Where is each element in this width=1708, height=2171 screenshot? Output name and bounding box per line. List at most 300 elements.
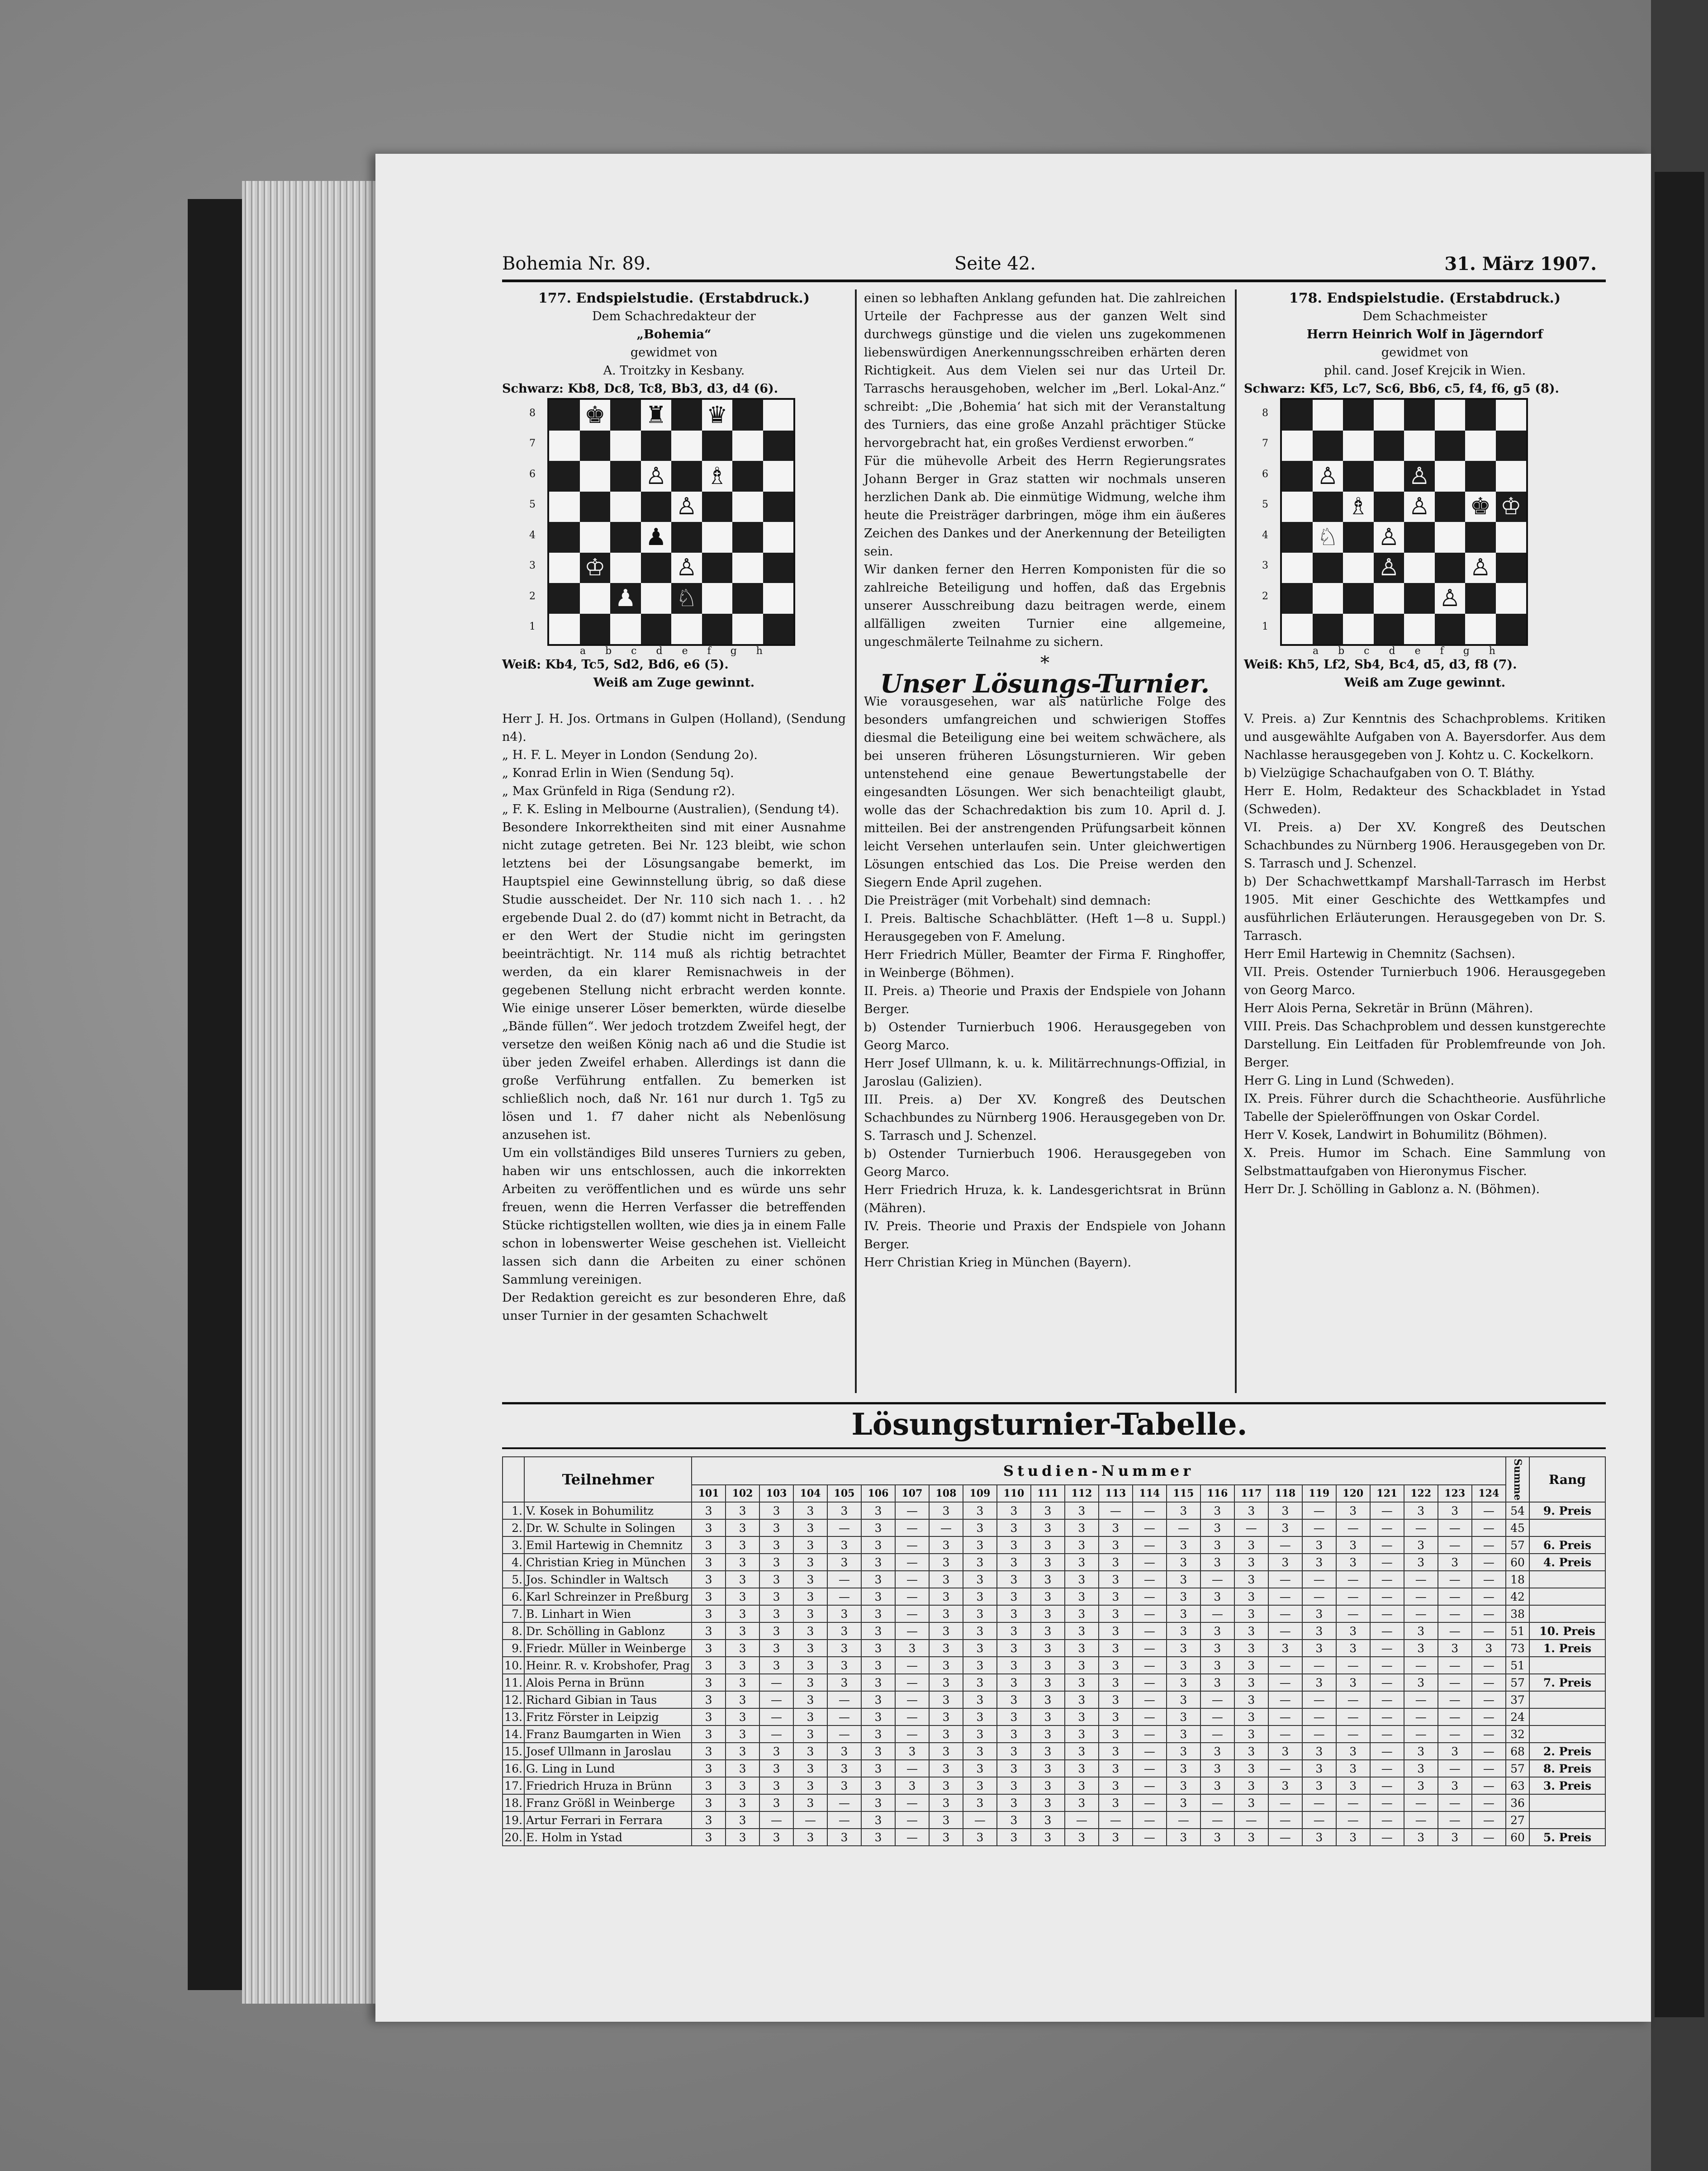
paragraph: Der Redaktion gereicht es zur besonderen Ehre, daß unser Turnier in der gesamten Schachwelt <box>502 1291 846 1323</box>
score-cell: 3 <box>793 1708 827 1725</box>
score-cell: 3 <box>861 1777 895 1794</box>
board-square <box>671 583 702 614</box>
score-cell: — <box>1370 1657 1404 1674</box>
score-cell: 3 <box>1302 1622 1336 1640</box>
score-cell: — <box>1472 1829 1506 1846</box>
board-square <box>671 614 702 645</box>
score-cell: — <box>1370 1725 1404 1743</box>
score-cell: — <box>1133 1571 1167 1588</box>
study-number-header: 121 <box>1370 1485 1404 1502</box>
score-cell: 3 <box>929 1811 963 1829</box>
study-number-header: 105 <box>827 1485 861 1502</box>
score-cell: 3 <box>1065 1760 1099 1777</box>
score-cell: 3 <box>793 1691 827 1708</box>
board-square <box>1496 553 1527 583</box>
score-cell: 3 <box>1234 1725 1268 1743</box>
score-cell: — <box>1472 1588 1506 1605</box>
score-cell: 3 <box>1065 1691 1099 1708</box>
score-cell: 3 <box>929 1743 963 1760</box>
sum-cell: 51 <box>1506 1657 1529 1674</box>
score-cell: — <box>1370 1588 1404 1605</box>
score-cell: 3 <box>1031 1554 1065 1571</box>
paragraph: einen so lebhaften Anklang gefunden hat. Die zahlreichen Urteile der Fachpresse aus der ganzen Welt sind durchwegs günstige und die vielen uns zugekommenen liebenswürdigen Anerkennungsschreiben erhärten deren Richtigkeit. Aus dem Vielen sei nur das Urteil Dr. Tarraschs herausgehoben, welcher im „Berl. Lokal-Anz.“ schreibt: „Die ‚Bohemia‘ hat sich mit der Veranstaltung des Turniers, das eine große Anzahl prächtiger Stücke hervorgebracht hat, ein großes Verdienst erworben.“ <box>864 291 1226 450</box>
rank-cell: 8. Preis <box>1529 1760 1605 1777</box>
score-cell: 3 <box>692 1743 726 1760</box>
study-177-white-position: Weiß: Kb4, Tc5, Sd2, Bd6, e6 (5). <box>502 658 729 672</box>
paragraph: Die Preisträger (mit Vorbehalt) sind demnach: <box>864 894 1151 908</box>
score-cell: 3 <box>726 1519 759 1536</box>
chess-piece-icon: ♙ <box>645 462 667 490</box>
score-cell: 3 <box>1167 1571 1200 1588</box>
score-cell: — <box>1370 1708 1404 1725</box>
participant-name: Franz Größl in Weinberge <box>524 1794 692 1811</box>
board-square <box>1282 461 1313 492</box>
row-index: 14. <box>503 1725 524 1743</box>
score-cell: — <box>827 1708 861 1725</box>
table-row <box>503 1536 1605 1554</box>
score-cell: 3 <box>692 1691 726 1708</box>
sum-cell: 27 <box>1506 1811 1529 1829</box>
score-cell: — <box>1167 1811 1200 1829</box>
score-cell: 3 <box>1404 1536 1438 1554</box>
study-178-file-labels: a b c d e f g h <box>1313 645 1495 657</box>
score-cell: 3 <box>963 1571 997 1588</box>
score-cell: — <box>1370 1760 1404 1777</box>
score-cell: — <box>1438 1725 1472 1743</box>
score-cell: 3 <box>1031 1622 1065 1640</box>
score-cell: — <box>1438 1708 1472 1725</box>
score-cell: — <box>1438 1622 1472 1640</box>
score-cell: 3 <box>1065 1536 1099 1554</box>
board-square <box>702 583 733 614</box>
rank-cell: 5. Preis <box>1529 1829 1605 1846</box>
study-number-header: 122 <box>1404 1485 1438 1502</box>
paragraph: V. Preis. a) Zur Kenntnis des Schachproblems. Kritiken und ausgewählte Aufgaben von A. Bayersdorfer. Aus dem Nachlasse herausgegeben von J. Kohtz u. C. Kockelkorn. <box>1244 712 1606 762</box>
score-cell: 3 <box>1031 1674 1065 1691</box>
chess-piece-icon: ♔ <box>584 554 606 582</box>
score-cell: — <box>895 1622 929 1640</box>
participant-name: Josef Ullmann in Jaroslau <box>524 1743 692 1760</box>
score-cell: 3 <box>861 1743 895 1760</box>
board-square <box>1282 400 1313 431</box>
score-cell: — <box>1404 1811 1438 1829</box>
score-cell: — <box>1404 1657 1438 1674</box>
board-square <box>641 461 672 492</box>
score-cell: 3 <box>1167 1605 1200 1622</box>
score-cell: — <box>1302 1725 1336 1743</box>
board-square <box>1282 583 1313 614</box>
board-square <box>1404 400 1435 431</box>
score-cell: 3 <box>827 1640 861 1657</box>
score-cell: 3 <box>997 1708 1031 1725</box>
board-square <box>1435 461 1466 492</box>
header-date: 31. März 1907. <box>1444 253 1597 275</box>
score-cell: 3 <box>861 1502 895 1519</box>
rank-cell <box>1529 1691 1605 1708</box>
score-cell: — <box>1133 1519 1167 1536</box>
score-cell: 3 <box>692 1829 726 1846</box>
board-square <box>1404 431 1435 461</box>
board-square <box>671 431 702 461</box>
score-cell: 3 <box>1167 1640 1200 1657</box>
study-number-header: 106 <box>861 1485 895 1502</box>
score-cell: 3 <box>861 1794 895 1811</box>
table-row <box>503 1777 1605 1794</box>
score-cell: 3 <box>1234 1674 1268 1691</box>
table-row <box>503 1829 1605 1846</box>
board-square <box>641 431 672 461</box>
score-cell: 3 <box>1167 1622 1200 1640</box>
score-cell: 3 <box>861 1829 895 1846</box>
score-cell: 3 <box>692 1502 726 1519</box>
score-cell: 3 <box>827 1554 861 1571</box>
score-cell: — <box>1133 1502 1167 1519</box>
participant-name: Emil Hartewig in Chemnitz <box>524 1536 692 1554</box>
board-square <box>702 400 733 431</box>
score-cell: 3 <box>861 1571 895 1588</box>
board-square <box>1313 461 1343 492</box>
score-cell: — <box>1302 1691 1336 1708</box>
paragraph: Herr Alois Perna, Sekretär in Brünn (Mähren). <box>1244 1001 1533 1015</box>
score-cell: — <box>1472 1657 1506 1674</box>
sum-cell: 57 <box>1506 1760 1529 1777</box>
paragraph: X. Preis. Humor im Schach. Eine Sammlung von Selbstmattaufgaben von Hieronymus Fischer. <box>1244 1146 1606 1178</box>
board-square <box>732 614 763 645</box>
board-square <box>732 461 763 492</box>
chess-piece-icon: ♙ <box>1409 462 1430 490</box>
score-cell: 3 <box>726 1777 759 1794</box>
score-cell: — <box>1472 1519 1506 1536</box>
score-cell: 3 <box>1234 1691 1268 1708</box>
score-cell: 3 <box>963 1725 997 1743</box>
score-cell: 3 <box>895 1743 929 1760</box>
score-cell: — <box>1234 1519 1268 1536</box>
paragraph: IX. Preis. Führer durch die Schachtheorie. Ausführliche Tabelle der Spieleröffnungen von Oskar Cordel. <box>1244 1092 1606 1124</box>
table-title-rule <box>502 1447 1606 1449</box>
score-cell: 3 <box>1336 1536 1370 1554</box>
board-square <box>1374 553 1404 583</box>
board-square <box>671 400 702 431</box>
score-cell: 3 <box>726 1536 759 1554</box>
score-cell: — <box>1438 1605 1472 1622</box>
board-square <box>1465 553 1496 583</box>
paragraph: b) Ostender Turnierbuch 1906. Herausgegeben von Georg Marco. <box>864 1020 1226 1052</box>
score-cell: — <box>1268 1588 1302 1605</box>
sum-cell: 54 <box>1506 1502 1529 1519</box>
score-cell: — <box>1336 1708 1370 1725</box>
score-cell: 3 <box>1031 1519 1065 1536</box>
score-cell: — <box>1200 1571 1234 1588</box>
score-cell: 3 <box>1200 1536 1234 1554</box>
column-left-body <box>502 710 846 1325</box>
score-cell: — <box>1472 1811 1506 1829</box>
score-cell: — <box>1370 1794 1404 1811</box>
participant-name: V. Kosek in Bohumilitz <box>524 1502 692 1519</box>
score-cell: — <box>827 1794 861 1811</box>
score-cell: 3 <box>1099 1519 1133 1536</box>
score-cell: 3 <box>963 1708 997 1725</box>
score-cell: 3 <box>1302 1640 1336 1657</box>
page-edges <box>242 181 378 2004</box>
study-number-header: 107 <box>895 1485 929 1502</box>
study-178-black-position: Schwarz: Kf5, Lc7, Sc6, Bb6, c5, f4, f6, g5 (8). <box>1244 382 1559 396</box>
table-row <box>503 1519 1605 1536</box>
score-cell: 3 <box>692 1588 726 1605</box>
board-square <box>549 614 580 645</box>
chess-piece-icon: ♚ <box>1470 493 1491 521</box>
score-cell: — <box>1200 1725 1234 1743</box>
score-cell: — <box>895 1571 929 1588</box>
board-square <box>763 583 794 614</box>
score-cell: 3 <box>1167 1760 1200 1777</box>
table-row <box>503 1760 1605 1777</box>
score-cell: 3 <box>726 1691 759 1708</box>
score-cell: 3 <box>1234 1554 1268 1571</box>
board-square <box>580 492 611 522</box>
score-cell: 3 <box>1336 1760 1370 1777</box>
score-cell: 3 <box>929 1554 963 1571</box>
board-square <box>732 492 763 522</box>
board-square <box>1435 522 1466 553</box>
sum-cell: 57 <box>1506 1536 1529 1554</box>
board-square <box>1404 583 1435 614</box>
score-cell: 3 <box>827 1622 861 1640</box>
score-cell: — <box>1302 1571 1336 1588</box>
score-cell: 3 <box>1336 1743 1370 1760</box>
score-cell: — <box>827 1571 861 1588</box>
score-cell: — <box>1370 1777 1404 1794</box>
board-square <box>702 431 733 461</box>
board-square <box>549 553 580 583</box>
row-index: 9. <box>503 1640 524 1657</box>
board-square <box>763 461 794 492</box>
row-index: 7. <box>503 1605 524 1622</box>
chess-piece-icon: ♙ <box>1439 584 1461 612</box>
paragraph: Herr Friedrich Hruza, k. k. Landesgerichtsrat in Brünn (Mähren). <box>864 1183 1226 1215</box>
rank-cell <box>1529 1571 1605 1588</box>
study-177-author: A. Troitzky in Kesbany. <box>603 364 745 378</box>
score-cell: 3 <box>1065 1622 1099 1640</box>
paragraph: „ H. F. L. Meyer in London (Sendung 2o). <box>502 748 758 762</box>
table-header-participant: Teilnehmer <box>524 1457 692 1502</box>
board-square <box>1435 431 1466 461</box>
score-cell: — <box>827 1811 861 1829</box>
score-cell: 3 <box>1099 1794 1133 1811</box>
study-178-white-position: Weiß: Kh5, Lf2, Sb4, Bc4, d5, d3, f8 (7). <box>1244 658 1517 672</box>
score-cell: 3 <box>1404 1674 1438 1691</box>
score-cell: — <box>1099 1502 1133 1519</box>
score-cell: 3 <box>692 1777 726 1794</box>
study-number-header: 117 <box>1234 1485 1268 1502</box>
board-square <box>1374 431 1404 461</box>
participant-name: Dr. W. Schulte in Solingen <box>524 1519 692 1536</box>
score-cell: 3 <box>997 1502 1031 1519</box>
score-cell: — <box>1133 1588 1167 1605</box>
paragraph: VI. Preis. a) Der XV. Kongreß des Deutschen Schachbundes zu Nürnberg 1906. Herausgegeben von Dr. S. Tarrasch und J. Schenzel. <box>1244 820 1606 871</box>
score-cell: — <box>895 1554 929 1571</box>
score-cell: 3 <box>726 1640 759 1657</box>
score-cell: 3 <box>1167 1691 1200 1708</box>
score-cell: 3 <box>1099 1760 1133 1777</box>
score-cell: 3 <box>1031 1571 1065 1588</box>
participant-name: Friedr. Müller in Weinberge <box>524 1640 692 1657</box>
score-cell: 3 <box>1167 1536 1200 1554</box>
score-cell: — <box>1133 1725 1167 1743</box>
score-cell: 3 <box>827 1605 861 1622</box>
score-cell: 3 <box>1031 1605 1065 1622</box>
board-square <box>1496 614 1527 645</box>
board-square <box>580 400 611 431</box>
column-middle-body-top <box>864 289 1226 651</box>
rank-cell: 6. Preis <box>1529 1536 1605 1554</box>
board-square <box>1343 400 1374 431</box>
score-cell: 3 <box>1302 1777 1336 1794</box>
table-header-row <box>503 1457 1605 1485</box>
score-cell: — <box>1268 1725 1302 1743</box>
score-cell: 3 <box>1167 1554 1200 1571</box>
score-cell: 3 <box>929 1794 963 1811</box>
score-cell: 3 <box>1099 1536 1133 1554</box>
score-cell: — <box>1370 1829 1404 1846</box>
score-cell: — <box>1065 1811 1099 1829</box>
score-cell: 3 <box>1065 1777 1099 1794</box>
score-cell: — <box>1133 1536 1167 1554</box>
score-cell: 3 <box>1065 1657 1099 1674</box>
score-cell: 3 <box>827 1674 861 1691</box>
score-cell: — <box>1268 1571 1302 1588</box>
board-square <box>1313 553 1343 583</box>
table-title: Lösungsturnier-Tabelle. <box>851 1407 1248 1442</box>
board-square <box>610 492 641 522</box>
study-number-header: 102 <box>726 1485 759 1502</box>
score-cell: 3 <box>793 1622 827 1640</box>
score-cell: — <box>895 1691 929 1708</box>
board-square <box>763 431 794 461</box>
participant-name: Christian Krieg in München <box>524 1554 692 1571</box>
board-square <box>763 522 794 553</box>
score-cell: 3 <box>997 1519 1031 1536</box>
score-cell: 3 <box>1031 1794 1065 1811</box>
board-square <box>763 492 794 522</box>
score-cell: 3 <box>793 1536 827 1554</box>
score-cell: 3 <box>1234 1588 1268 1605</box>
paragraph: Um ein vollständiges Bild unseres Turniers zu geben, haben wir uns entschlossen, auch die inkorrekten Arbeiten zu veröffentlichen und es würde uns sehr freuen, wenn die Herren Verfasser die betreffenden Stücke richtigstellen wollten, wie dies ja in einem Falle schon in lobenswerter Weise geschehen ist. Vielleicht lassen sich dann die Arbeiten zu einer schönen Sammlung vereinigen. <box>502 1146 846 1287</box>
score-cell: 3 <box>963 1622 997 1640</box>
score-cell: — <box>1404 1691 1438 1708</box>
board-square <box>641 522 672 553</box>
score-cell: 3 <box>1099 1571 1133 1588</box>
score-cell: 3 <box>1065 1605 1099 1622</box>
row-index: 10. <box>503 1657 524 1674</box>
score-cell: — <box>1438 1571 1472 1588</box>
board-square <box>1404 553 1435 583</box>
score-cell: 3 <box>929 1588 963 1605</box>
score-cell: — <box>1472 1760 1506 1777</box>
score-cell: — <box>1472 1794 1506 1811</box>
score-cell: 3 <box>759 1519 793 1536</box>
board-square <box>1435 400 1466 431</box>
score-cell: 3 <box>1438 1743 1472 1760</box>
score-cell: — <box>1472 1622 1506 1640</box>
score-cell: — <box>1200 1691 1234 1708</box>
score-cell: — <box>1404 1605 1438 1622</box>
board-square <box>1435 583 1466 614</box>
sum-cell: 42 <box>1506 1588 1529 1605</box>
board-square <box>1496 583 1527 614</box>
score-cell: 3 <box>726 1588 759 1605</box>
table-row <box>503 1657 1605 1674</box>
board-square <box>1465 492 1496 522</box>
score-cell: — <box>1336 1605 1370 1622</box>
study-number-header: 118 <box>1268 1485 1302 1502</box>
score-cell: — <box>963 1811 997 1829</box>
score-cell: 3 <box>1336 1640 1370 1657</box>
paragraph: Herr G. Ling in Lund (Schweden). <box>1244 1074 1455 1088</box>
score-cell: — <box>895 1502 929 1519</box>
score-cell: — <box>1133 1777 1167 1794</box>
score-cell: — <box>1302 1794 1336 1811</box>
board-square <box>580 553 611 583</box>
board-square <box>641 492 672 522</box>
score-cell: 3 <box>1268 1502 1302 1519</box>
score-cell: 3 <box>861 1760 895 1777</box>
score-cell: 3 <box>726 1605 759 1622</box>
study-177-diagram <box>502 398 846 656</box>
board-square <box>1496 461 1527 492</box>
score-cell: — <box>1370 1622 1404 1640</box>
score-cell: 3 <box>793 1519 827 1536</box>
study-number-header: 109 <box>963 1485 997 1502</box>
chess-piece-icon: ♙ <box>1378 523 1400 551</box>
score-cell: 3 <box>1031 1640 1065 1657</box>
score-cell: — <box>1268 1622 1302 1640</box>
score-cell: 3 <box>1200 1657 1234 1674</box>
score-cell: 3 <box>1031 1743 1065 1760</box>
score-cell: — <box>1336 1811 1370 1829</box>
board-square <box>1374 614 1404 645</box>
score-cell: — <box>1133 1760 1167 1777</box>
score-cell: 3 <box>929 1571 963 1588</box>
score-cell: 3 <box>1099 1605 1133 1622</box>
study-178-title: 178. Endspielstudie. (Erstabdruck.) <box>1289 290 1561 306</box>
score-cell: 3 <box>929 1725 963 1743</box>
score-cell: 3 <box>929 1674 963 1691</box>
score-cell: — <box>895 1760 929 1777</box>
score-cell: 3 <box>827 1777 861 1794</box>
board-square <box>610 614 641 645</box>
score-cell: 3 <box>1336 1554 1370 1571</box>
score-cell: — <box>895 1657 929 1674</box>
score-cell: 3 <box>1167 1588 1200 1605</box>
score-cell: — <box>1438 1794 1472 1811</box>
results-table <box>502 1456 1606 1846</box>
score-cell: 3 <box>1404 1554 1438 1571</box>
score-cell: 3 <box>1200 1554 1234 1571</box>
score-cell: — <box>1268 1708 1302 1725</box>
score-cell: 3 <box>997 1760 1031 1777</box>
score-cell: — <box>1370 1691 1404 1708</box>
rank-cell: 3. Preis <box>1529 1777 1605 1794</box>
board-square <box>549 400 580 431</box>
score-cell: 3 <box>963 1777 997 1794</box>
score-cell: 3 <box>1200 1674 1234 1691</box>
score-cell: — <box>1268 1605 1302 1622</box>
board-square <box>1282 492 1313 522</box>
table-header-studies: Studien-Nummer <box>692 1457 1506 1485</box>
score-cell: 3 <box>997 1571 1031 1588</box>
score-cell: 3 <box>1234 1777 1268 1794</box>
chess-piece-icon: ♙ <box>1317 462 1338 490</box>
